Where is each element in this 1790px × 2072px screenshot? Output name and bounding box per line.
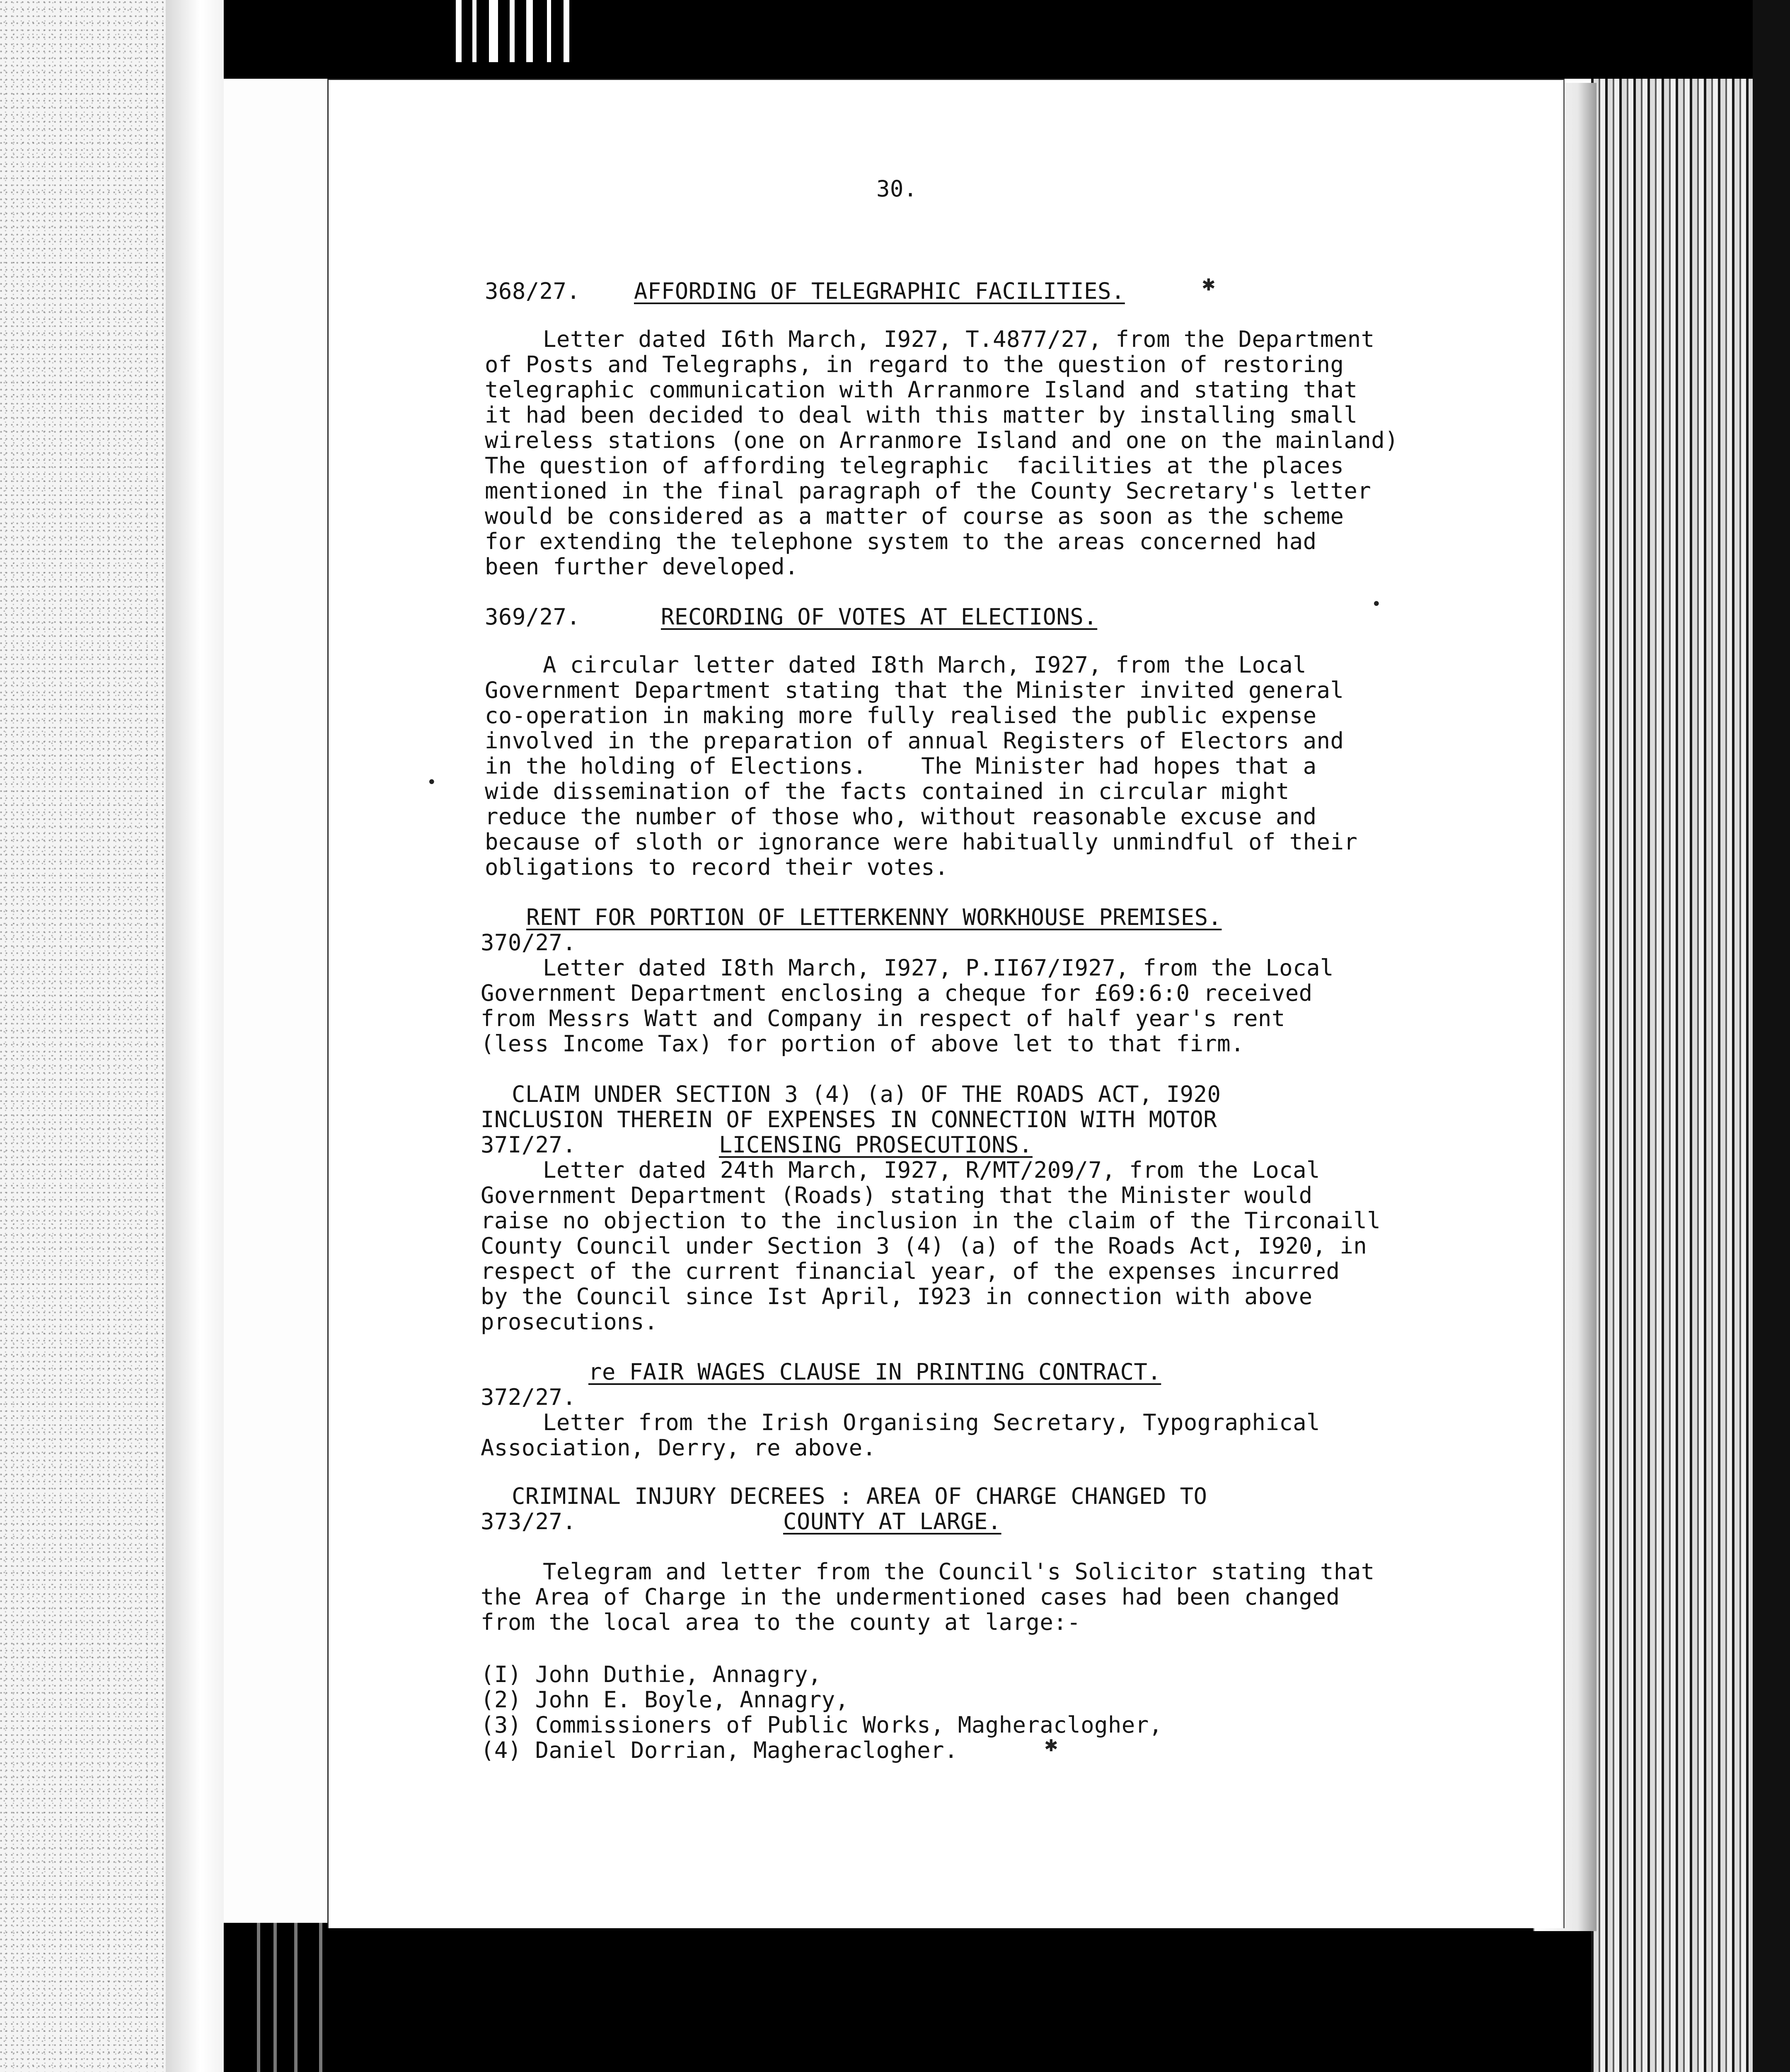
section-ref: 37I/27. [481,1132,576,1158]
section-title-line: LICENSING PROSECUTIONS. [719,1132,1033,1158]
body-line: obligations to record their votes. [485,854,948,880]
list-item: (I) John Duthie, Annagry, [481,1661,822,1687]
body-line: mentioned in the final paragraph of the County Secretary's letter [485,478,1372,504]
body-line: from the local area to the county at large:- [481,1609,1081,1635]
body-line: Letter from the Irish Organising Secretary, Typographical [543,1409,1320,1435]
body-line: because of sloth or ignorance were habitually unmindful of their [485,829,1358,855]
list-item: (4) Daniel Dorrian, Magheraclogher. [481,1737,958,1763]
body-line: respect of the current financial year, of the expenses incurred [481,1258,1340,1284]
body-line: of Posts and Telegraphs, in regard to the question of restoring [485,351,1344,378]
body-line: Letter dated I6th March, I927, T.4877/27, from the Department [543,326,1375,352]
scan-speck: • [1372,595,1381,614]
section-title: AFFORDING OF TELEGRAPHIC FACILITIES. [634,278,1125,304]
section-ref: 372/27. [481,1384,576,1410]
scan-speck: ✱ [1044,1736,1058,1755]
body-line: Government Department stating that the Minister invited general [485,677,1344,703]
bottom-scan-border [224,1923,1674,2072]
top-scan-border [224,0,1790,79]
section-ref: 370/27. [481,929,576,956]
section-ref: 368/27. [485,278,581,304]
section-title-line: CRIMINAL INJURY DECREES : AREA OF CHARGE CHANGED TO [512,1483,1207,1509]
section-title-line: COUNTY AT LARGE. [783,1508,1001,1535]
left-binding-spine [166,0,224,2072]
far-right-shadow [1753,0,1790,2072]
section-title-line: CLAIM UNDER SECTION 3 (4) (a) OF THE ROADS ACT, I920 [512,1081,1221,1107]
section-title: RENT FOR PORTION OF LETTERKENNY WORKHOUSE PREMISES. [526,904,1222,930]
scan-speck: • [427,773,437,792]
list-item: (3) Commissioners of Public Works, Magheraclogher, [481,1712,1163,1738]
body-line: (less Income Tax) for portion of above let to that firm. [481,1031,1245,1057]
body-line: wireless stations (one on Arranmore Island and one on the mainland) [485,427,1399,453]
section-ref: 369/27. [485,604,581,630]
section-title-line: INCLUSION THEREIN OF EXPENSES IN CONNECTION WITH MOTOR [481,1106,1217,1133]
body-line: involved in the preparation of annual Registers of Electors and [485,728,1344,754]
body-line: Association, Derry, re above. [481,1435,876,1461]
body-line: by the Council since Ist April, I923 in connection with above [481,1283,1313,1310]
body-line: from Messrs Watt and Company in respect of half year's rent [481,1005,1285,1031]
body-line: co-operation in making more fully realised the public expense [485,702,1317,729]
page-number: 30. [876,176,917,202]
body-line: reduce the number of those who, without reasonable excuse and [485,804,1317,830]
body-line: been further developed. [485,554,798,580]
body-line: Letter dated I8th March, I927, P.II67/I927, from the Local [543,955,1334,981]
body-line: in the holding of Elections. The Minister had hopes that a [485,753,1317,779]
section-ref: 373/27. [481,1508,576,1535]
list-item: (2) John E. Boyle, Annagry, [481,1687,849,1713]
body-line: Telegram and letter from the Council's Solicitor stating that [543,1559,1375,1585]
body-line: would be considered as a matter of course as soon as the scheme [485,503,1344,529]
body-line: it had been decided to deal with this matter by installing small [485,402,1358,428]
section-title: RECORDING OF VOTES AT ELECTIONS. [661,604,1098,630]
body-line: Letter dated 24th March, I927, R/MT/209/7, from the Local [543,1157,1320,1183]
body-line: The question of affording telegraphic facilities at the places [485,453,1344,479]
body-line: the Area of Charge in the undermentioned cases had been changed [481,1584,1340,1610]
body-line: for extending the telephone system to the areas concerned had [485,528,1317,554]
scan-speck: ✱ [1202,276,1216,295]
body-line: County Council under Section 3 (4) (a) of the Roads Act, I920, in [481,1233,1367,1259]
body-line: Government Department enclosing a cheque for £69:6:0 received [481,980,1313,1006]
body-line: A circular letter dated I8th March, I927, from the Local [543,652,1307,678]
body-line: raise no objection to the inclusion in the claim of the Tirconaill [481,1208,1381,1234]
body-line: telegraphic communication with Arranmore Island and stating that [485,377,1358,403]
section-title: re FAIR WAGES CLAUSE IN PRINTING CONTRACT. [588,1359,1161,1385]
body-line: wide dissemination of the facts contained in circular might [485,778,1289,804]
body-line: prosecutions. [481,1309,658,1335]
body-line: Government Department (Roads) stating that the Minister would [481,1182,1313,1208]
